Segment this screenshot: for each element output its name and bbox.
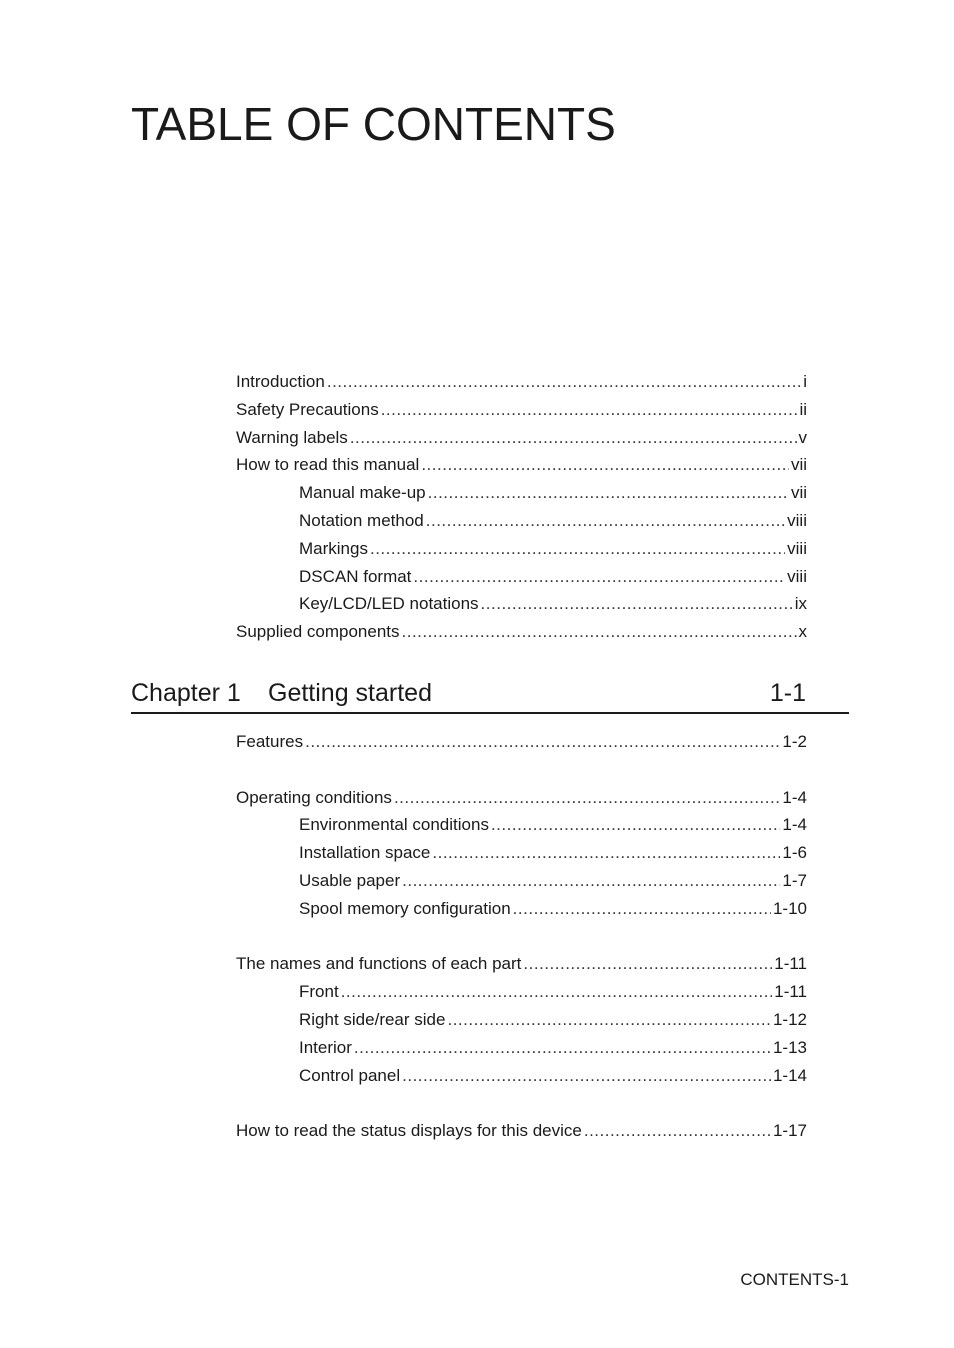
- chapter-heading[interactable]: [131, 674, 849, 714]
- dot-leader: [413, 563, 785, 591]
- toc-entry-label: How to read the status displays for this device: [236, 1121, 582, 1141]
- toc-entry-label: Manual make-up: [299, 483, 426, 503]
- dot-leader: [402, 1062, 771, 1090]
- toc-subentry[interactable]: [236, 895, 807, 923]
- toc-subentry[interactable]: [236, 1062, 807, 1090]
- toc-entry-page: v: [798, 427, 807, 447]
- toc-entry[interactable]: [236, 950, 807, 978]
- dot-leader: [523, 950, 772, 978]
- dot-leader: [341, 978, 773, 1006]
- dot-leader: [584, 1117, 771, 1145]
- dot-leader: [350, 424, 797, 452]
- toc-subentry[interactable]: [236, 563, 807, 591]
- toc-entry-label: Markings: [299, 538, 368, 558]
- toc-entry-label: Interior: [299, 1037, 352, 1057]
- toc-entry-page: 1-10: [772, 898, 807, 918]
- toc-entry-page: x: [798, 622, 807, 642]
- toc-front-matter: [236, 368, 807, 646]
- toc-subentry[interactable]: [236, 479, 807, 507]
- dot-leader: [354, 1034, 771, 1062]
- toc-entry[interactable]: [236, 451, 807, 479]
- toc-subentry[interactable]: [236, 507, 807, 535]
- toc-entry-label: DSCAN format: [299, 566, 412, 586]
- toc-entry-page: 1-12: [772, 1009, 807, 1029]
- toc-entry-page: 1-17: [772, 1121, 807, 1141]
- dot-leader: [428, 479, 789, 507]
- dot-leader: [381, 396, 798, 424]
- dot-leader: [447, 1006, 771, 1034]
- chapter-title: Getting started: [268, 679, 432, 707]
- toc-entry-label: Installation space: [299, 843, 431, 863]
- dot-leader: [481, 590, 793, 618]
- toc-subentry[interactable]: [236, 1034, 807, 1062]
- toc-entry-label: Introduction: [236, 372, 325, 391]
- toc-entry-label: Key/LCD/LED notations: [299, 594, 479, 614]
- toc-entry-page: 1-6: [782, 843, 807, 863]
- toc-entry-label: Usable paper: [299, 870, 401, 890]
- toc-subentry[interactable]: [236, 1006, 807, 1034]
- toc-entry[interactable]: [236, 1117, 807, 1145]
- toc-entry[interactable]: [236, 728, 807, 756]
- dot-leader: [426, 507, 785, 535]
- dot-leader: [394, 784, 780, 812]
- dot-leader: [491, 811, 780, 839]
- toc-entry-label: Supplied components: [236, 622, 400, 642]
- toc-entry[interactable]: [236, 784, 807, 812]
- toc-entry-page: viii: [787, 510, 807, 530]
- toc-entry-page: 1-14: [772, 1065, 807, 1085]
- chapter-page-number: 1-1: [769, 679, 806, 707]
- page-footer: CONTENTS-1: [740, 1270, 849, 1289]
- dot-leader: [305, 728, 780, 756]
- toc-entry-label: Features: [236, 732, 304, 751]
- dot-leader: [327, 368, 801, 396]
- toc-entry-label: Safety Precautions: [236, 399, 379, 419]
- toc-entry-page: 1-4: [782, 787, 807, 807]
- toc-entry-page: viii: [787, 566, 807, 586]
- toc-entry-label: The names and functions of each part: [236, 954, 522, 974]
- dot-leader: [432, 839, 780, 867]
- toc-entry[interactable]: [236, 424, 807, 452]
- toc-entry-label: Front: [299, 982, 339, 1002]
- toc-entry-page: 1-4: [782, 815, 807, 835]
- toc-entry-page: 1-11: [774, 982, 807, 1002]
- toc-subentry[interactable]: [236, 590, 807, 618]
- toc-entry-page: 1-11: [774, 954, 807, 974]
- toc-subentry[interactable]: [236, 535, 807, 563]
- toc-entry-page: 1-2: [782, 732, 807, 751]
- page-title: TABLE OF CONTENTS: [131, 98, 616, 150]
- toc-entry-label: Right side/rear side: [299, 1009, 446, 1029]
- toc-entry-label: Spool memory configuration: [299, 898, 511, 918]
- toc-entry[interactable]: [236, 368, 807, 396]
- dot-leader: [402, 867, 780, 895]
- toc-entry-page: 1-7: [782, 870, 807, 890]
- toc-entry-label: Operating conditions: [236, 787, 392, 807]
- toc-entry-page: 1-13: [772, 1037, 807, 1057]
- dot-leader: [513, 895, 771, 923]
- dot-leader: [421, 451, 789, 479]
- toc-entry-page: viii: [787, 538, 807, 558]
- toc-entry-label: Warning labels: [236, 427, 348, 447]
- toc-chapter-entries: [236, 728, 807, 1145]
- dot-leader: [370, 535, 785, 563]
- toc-entry-label: Environmental conditions: [299, 815, 489, 835]
- toc-entry-page: ii: [799, 399, 807, 419]
- dot-leader: [402, 618, 797, 646]
- toc-entry[interactable]: [236, 396, 807, 424]
- toc-spacer: [236, 756, 807, 784]
- toc-entry-page: vii: [790, 455, 807, 475]
- toc-entry-label: Notation method: [299, 510, 424, 530]
- toc-entry-page: i: [803, 372, 807, 391]
- toc-subentry[interactable]: [236, 978, 807, 1006]
- toc-entry-page: vii: [790, 483, 807, 503]
- toc-entry-page: ix: [794, 594, 807, 614]
- toc-entry[interactable]: [236, 618, 807, 646]
- toc-subentry[interactable]: [236, 839, 807, 867]
- chapter-number: Chapter 1: [131, 679, 241, 707]
- toc-entry-label: How to read this manual: [236, 455, 420, 475]
- toc-spacer: [236, 1089, 807, 1117]
- toc-spacer: [236, 923, 807, 951]
- toc-subentry[interactable]: [236, 811, 807, 839]
- toc-entry-label: Control panel: [299, 1065, 401, 1085]
- toc-subentry[interactable]: [236, 867, 807, 895]
